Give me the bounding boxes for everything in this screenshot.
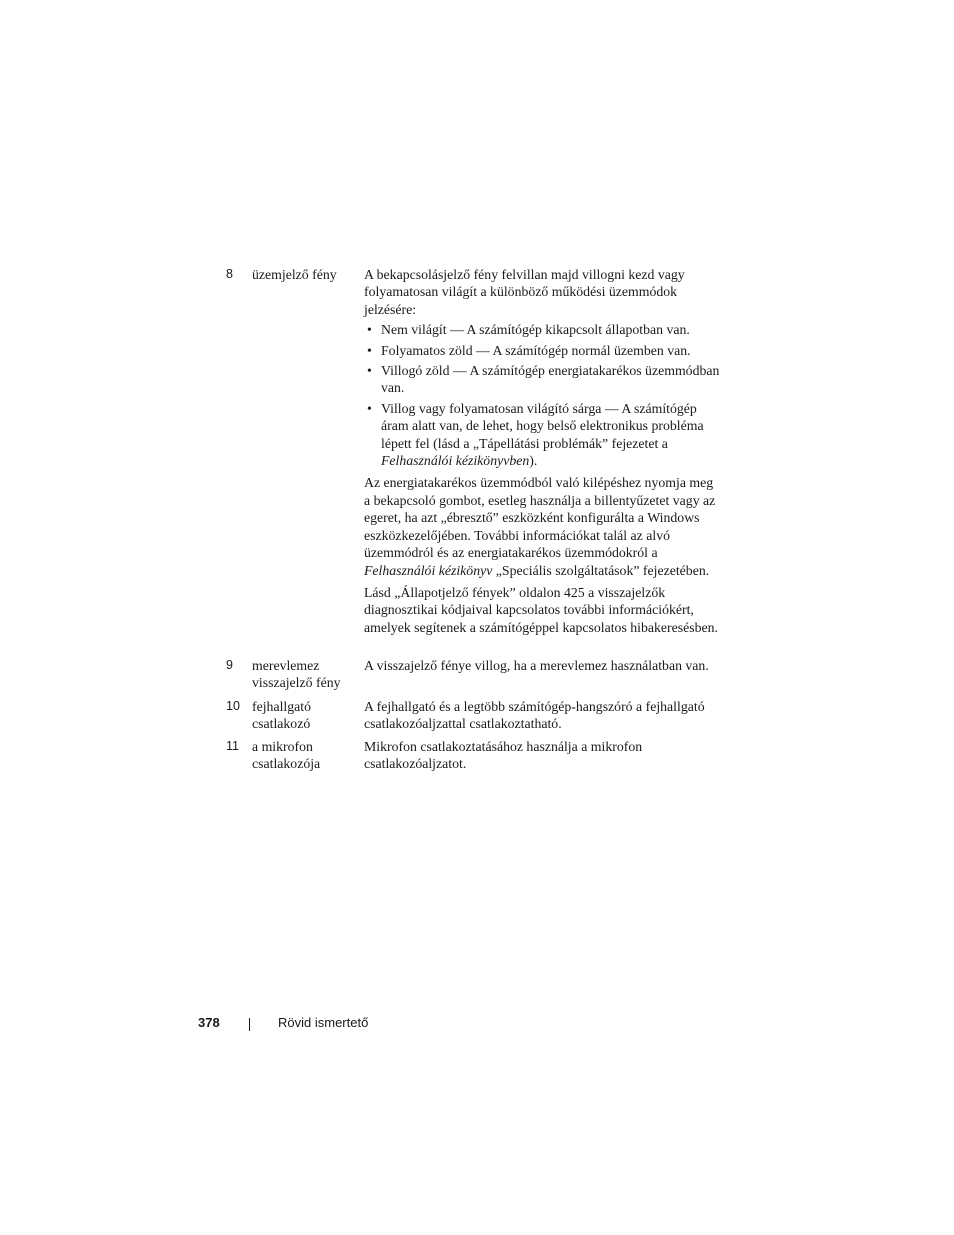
status-list xyxy=(364,321,720,469)
list-item: • Nem világít — A számítógép kikapcsolt állapotban van. xyxy=(367,322,690,338)
row-description: Mikrofon csatlakoztatásához használja a mikrofon csatlakozóaljzatot. xyxy=(364,739,643,772)
wake-paragraph: Az energiatakarékos üzemmódból való kilépéshez nyomja meg a bekapcsoló gombot, esetleg használja a billentyűzetet vagy az egeret, ha azt „ébresztő” eszközként konfigurálta a Windows eszközkezelőjében. További információkat talál az alvó üzemmódról és az energiatakarékos üzemmódokról a Felhasználói kézikönyv „Speciális szolgáltatások” fejezetében. xyxy=(364,475,716,578)
page-number: 378 xyxy=(198,1015,220,1030)
section-title: Rövid ismertető xyxy=(278,1015,369,1030)
row-label: üzemjelző fény xyxy=(252,267,337,282)
bullet-icon: • xyxy=(367,363,372,379)
bullet-icon: • xyxy=(367,322,372,338)
row-description: A fejhallgató és a legtöbb számítógép-hangszóró a fejhallgató csatlakozóaljzattal csatlakoztatható. xyxy=(364,699,705,732)
row-description: A visszajelző fénye villog, ha a merevlemez használatban van. xyxy=(364,658,709,673)
row-description xyxy=(364,266,720,636)
row-number: 9 xyxy=(226,658,233,672)
intro-paragraph: A bekapcsolásjelző fény felvillan majd villogni kezd vagy folyamatosan világít a különböző működési üzemmódok jelzésére: xyxy=(364,267,685,317)
see-also-paragraph: Lásd „Állapotjelző fények” oldalon 425 a visszajelzők diagnosztikai kódjaival kapcsolatos további információkért, amelyek segítenek a számítógéppel kapcsolatos hibakeresésben. xyxy=(364,584,718,635)
row-label: fejhallgató csatlakozó xyxy=(252,699,311,732)
manual-reference: Felhasználói kézikönyv xyxy=(364,562,493,578)
row-number: 8 xyxy=(226,267,233,281)
bullet-icon: • xyxy=(367,342,372,358)
bullet-icon: • xyxy=(367,400,372,416)
list-item: • Villog vagy folyamatosan világító sárga — A számítógép áram alatt van, de lehet, hogy belső elektronikus probléma lépett fel (lásd a „Tápellátási problémák” fejezetet a Felhasználói kézikönyvben). xyxy=(367,400,704,469)
list-item: • Folyamatos zöld — A számítógép normál üzemben van. xyxy=(367,342,691,358)
row-number: 11 xyxy=(226,739,239,753)
row-label: merevlemez visszajelző fény xyxy=(252,658,341,691)
list-item: • Villogó zöld — A számítógép energiatakarékos üzemmódban van. xyxy=(367,363,720,396)
manual-reference: Felhasználói kézikönyvben xyxy=(381,453,530,469)
page-footer xyxy=(0,1015,954,1035)
footer-divider xyxy=(249,1018,250,1031)
row-label: a mikrofon csatlakozója xyxy=(252,739,321,772)
row-number: 10 xyxy=(226,699,240,713)
